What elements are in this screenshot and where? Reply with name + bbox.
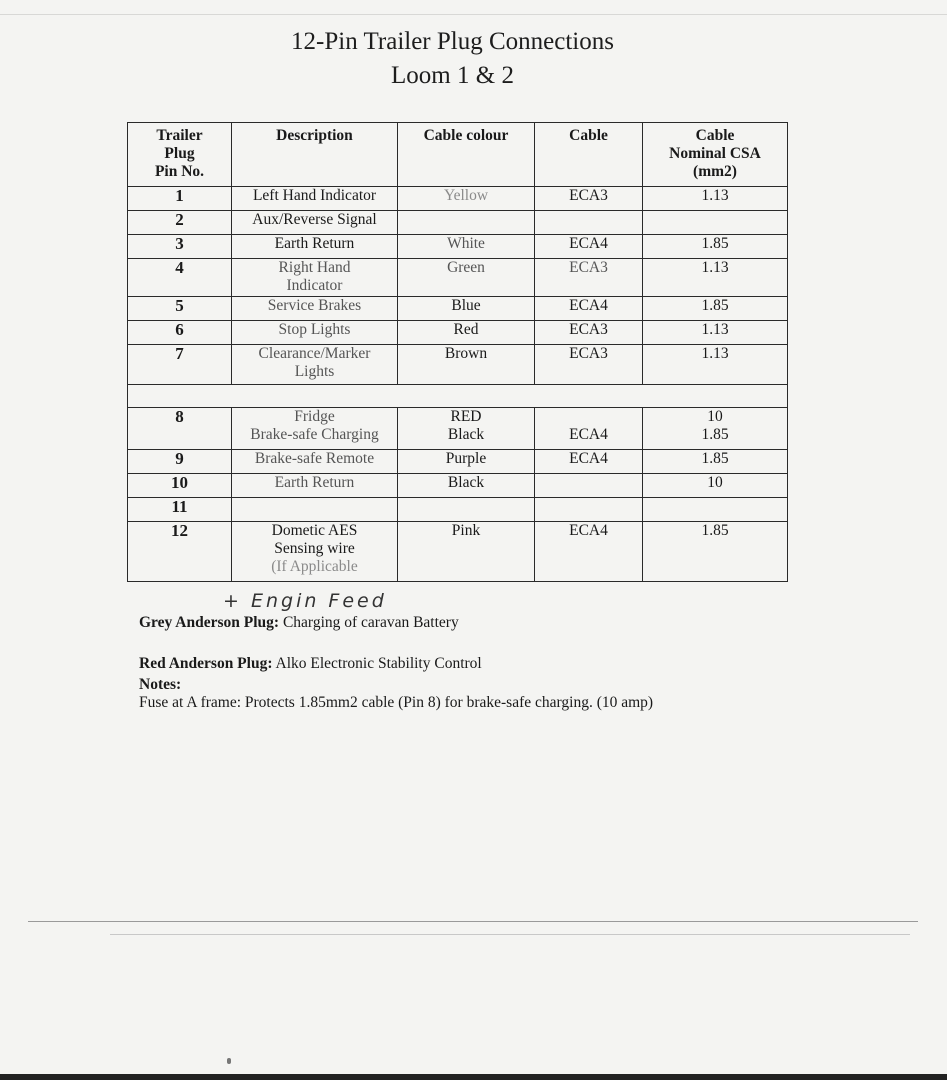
table-row (128, 211, 788, 235)
grey-plug-text: Charging of caravan Battery (279, 614, 459, 631)
description-cell: Left Hand Indicator (232, 187, 398, 211)
header-description: Description (232, 123, 398, 187)
description-cell: Dometic AES Sensing wire (If Applicable (232, 522, 398, 582)
table-row (128, 259, 788, 297)
pin-number: 9 (128, 450, 232, 474)
paper-edge (0, 14, 947, 15)
cable-cell: ECA4 (535, 235, 643, 259)
pin-number: 4 (128, 259, 232, 297)
colour-cell: RED Black (398, 408, 535, 450)
description-cell (232, 498, 398, 522)
pin-number: 7 (128, 345, 232, 385)
pin-number: 11 (128, 498, 232, 522)
pin-connections-table (127, 122, 788, 582)
cable-cell: ECA3 (535, 259, 643, 297)
colour-cell (398, 498, 535, 522)
red-plug-label: Red Anderson Plug: (139, 655, 273, 672)
document-subtitle: Loom 1 & 2 (391, 62, 514, 89)
csa-cell: 1.13 (643, 187, 788, 211)
red-plug-text: Alko Electronic Stability Control (272, 655, 482, 672)
header-pin: Trailer Plug Pin No. (128, 123, 232, 187)
colour-cell: Brown (398, 345, 535, 385)
pin-number: 12 (128, 522, 232, 582)
table-spacer-row (128, 385, 788, 408)
paper-speck (227, 1058, 231, 1064)
cable-cell: ECA4 (535, 522, 643, 582)
colour-cell: Green (398, 259, 535, 297)
description-cell: Right Hand Indicator (232, 259, 398, 297)
colour-cell: White (398, 235, 535, 259)
csa-cell (643, 211, 788, 235)
grey-anderson-plug-note (139, 614, 459, 632)
colour-cell: Yellow (398, 187, 535, 211)
fold-line (110, 934, 910, 935)
csa-cell: 1.85 (643, 522, 788, 582)
colour-cell: Blue (398, 297, 535, 321)
description-cell: Clearance/Marker Lights (232, 345, 398, 385)
table-header-row (128, 123, 788, 187)
cable-cell (535, 211, 643, 235)
grey-plug-label: Grey Anderson Plug: (139, 614, 280, 631)
description-cell: Service Brakes (232, 297, 398, 321)
fuse-note: Fuse at A frame: Protects 1.85mm2 cable (Pin 8) for brake-safe charging. (10 amp) (139, 694, 654, 711)
colour-cell: Black (398, 474, 535, 498)
cable-cell (535, 498, 643, 522)
table-row (128, 408, 788, 450)
description-cell: Aux/Reverse Signal (232, 211, 398, 235)
pin-number: 5 (128, 297, 232, 321)
table-row (128, 450, 788, 474)
scan-bottom-edge (0, 1074, 947, 1080)
table-row (128, 297, 788, 321)
colour-cell: Pink (398, 522, 535, 582)
table-row (128, 498, 788, 522)
cable-cell: ECA4 (535, 408, 643, 450)
table-row (128, 474, 788, 498)
pin-number: 8 (128, 408, 232, 450)
cable-cell: ECA3 (535, 321, 643, 345)
csa-cell: 1.13 (643, 345, 788, 385)
pin-number: 3 (128, 235, 232, 259)
description-cell: Earth Return (232, 474, 398, 498)
cable-cell: ECA3 (535, 345, 643, 385)
description-cell: Brake-safe Remote (232, 450, 398, 474)
notes-heading: Notes: (139, 676, 182, 693)
csa-cell: 1.85 (643, 297, 788, 321)
cable-cell: ECA3 (535, 187, 643, 211)
cable-cell: ECA4 (535, 450, 643, 474)
description-cell: Stop Lights (232, 321, 398, 345)
pin-number: 2 (128, 211, 232, 235)
pin-number: 1 (128, 187, 232, 211)
table-row (128, 522, 788, 582)
csa-cell: 1.85 (643, 235, 788, 259)
document-title: 12-Pin Trailer Plug Connections (291, 28, 614, 55)
header-cable-colour: Cable colour (398, 123, 535, 187)
colour-cell: Purple (398, 450, 535, 474)
red-anderson-plug-note (139, 655, 482, 673)
table-row (128, 321, 788, 345)
colour-cell (398, 211, 535, 235)
header-csa: Cable Nominal CSA (mm2) (643, 123, 788, 187)
fold-line (28, 921, 918, 922)
cable-cell (535, 474, 643, 498)
csa-cell: 10 (643, 474, 788, 498)
csa-cell: 1.13 (643, 321, 788, 345)
csa-cell: 10 1.85 (643, 408, 788, 450)
table-row (128, 345, 788, 385)
pin-number: 10 (128, 474, 232, 498)
cable-cell: ECA4 (535, 297, 643, 321)
spacer-cell (128, 385, 788, 408)
description-cell: Earth Return (232, 235, 398, 259)
description-cell: Fridge Brake-safe Charging (232, 408, 398, 450)
csa-cell (643, 498, 788, 522)
colour-cell: Red (398, 321, 535, 345)
csa-cell: 1.13 (643, 259, 788, 297)
header-cable: Cable (535, 123, 643, 187)
table-row (128, 187, 788, 211)
handwritten-note: + Engin Feed (223, 590, 387, 612)
table-row (128, 235, 788, 259)
pin-number: 6 (128, 321, 232, 345)
csa-cell: 1.85 (643, 450, 788, 474)
